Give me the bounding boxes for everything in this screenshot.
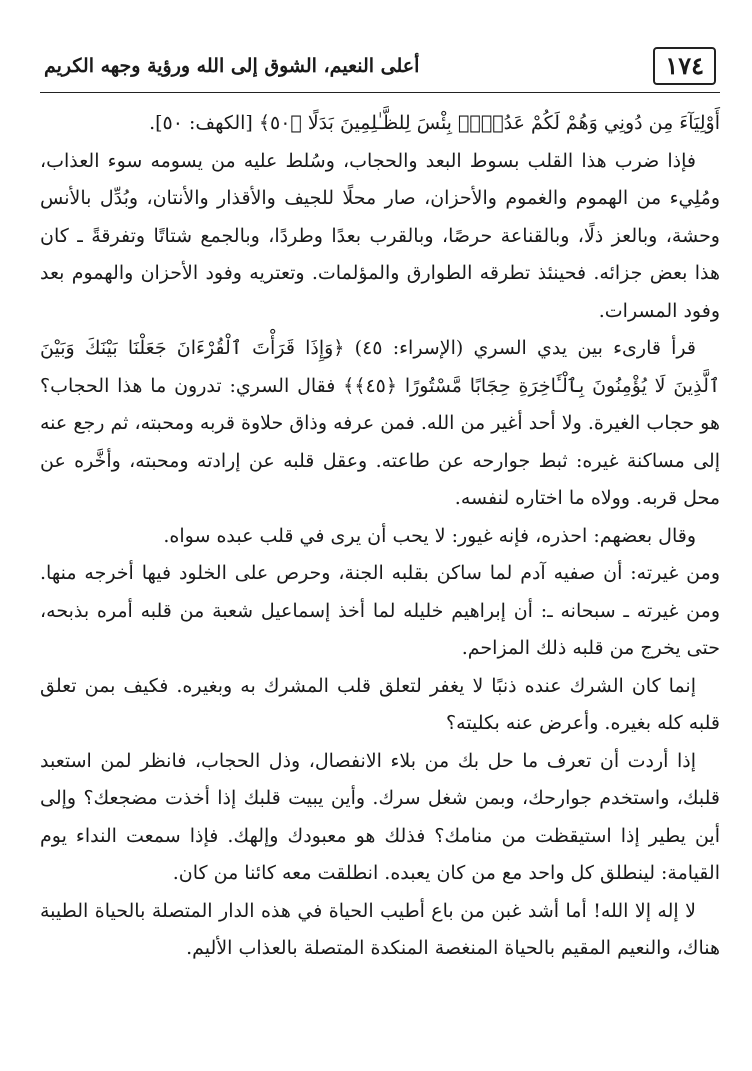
page-number: ١٧٤ bbox=[653, 47, 716, 85]
paragraph-adam-ibrahim: ومن غيرته: أن صفيه آدم لما ساكن بقلبه الجنة، وحرص على الخلود فيها أخرجه منها. ومن غيرته ـ سبحانه ـ: أن إبراهيم خليله لما أخذ إسماعيل شعبة من قلبه أمره بذبحه، حتى يخرج من قلبه ذلك المزاحم. bbox=[40, 562, 720, 659]
paragraph-verse-continuation: أَوْلِيَآءَ مِن دُونِي وَهُمْ لَكُمْ عَدُوٌّۢ بِئْسَ لِلظَّـٰلِمِينَ بَدَلًا ﴿٥٠﴾ [الكهف: ٥٠]. bbox=[149, 112, 720, 134]
paragraph-sari-recitation: قرأ قارىء بين يدي السري (الإسراء: ٤٥) ﴿وَإِذَا قَرَأْتَ ٱلْقُرْءَانَ جَعَلْنَا بَيْنَكَ وَبَيْنَ ٱلَّذِينَ لَا يُؤْمِنُونَ بِٱلْـَٔاخِرَةِ حِجَابًا مَّسْتُورًا ﴿٤٥﴾﴾ فقال السري: تدرون ما هذا الحجاب؟ هو حجاب الغيرة. ولا أحد أغير من الله. فمن عرفه وذاق حلاوة قربه ومحبته، ثم رجع عنه إلى مساكنة غيره: ثبط جوارحه عن طاعته. وعقل قلبه عن إرادته ومحبته، وأخَّره عن محل قربه. وولاه ما اختاره لنفسه. bbox=[40, 337, 720, 509]
page-header bbox=[40, 40, 720, 93]
book-page bbox=[40, 40, 720, 1040]
paragraph-jealousy-saying: وقال بعضهم: احذره، فإنه غيور: لا يحب أن يرى في قلب عبده سواه. bbox=[163, 524, 696, 547]
running-title: أعلى النعيم، الشوق إلى الله ورؤية وجهه الكريم bbox=[44, 55, 420, 77]
paragraph-heart-punishment: فإذا ضرب هذا القلب بسوط البعد والحجاب، وسُلط عليه من يسومه سوء العذاب، ومُلِيء من الهموم والغموم والأحزان، صار محلًا للجيف والأقذار والأنتان، وبُدِّل بالأنس وحشة، وبالعز ذلًا، وبالقناعة حرصًا، وبالقرب بعدًا وطردًا، وبالجمع شتاتًا وتفرقةً ـ كان هذا بعض جزائه. فحينئذ تطرقه الطوارق والمؤلمات. وتعتريه وفود الأحزان والهموم بعد وفود المسرات. bbox=[40, 149, 720, 322]
body-text bbox=[40, 105, 720, 968]
paragraph-shirk: إنما كان الشرك عنده ذنبًا لا يغفر لتعلق قلب المشرك به وبغيره. فكيف بمن تعلق قلبه كله بغيره. وأعرض عنه بكليته؟ bbox=[40, 674, 720, 734]
paragraph-separation: إذا أردت أن تعرف ما حل بك من بلاء الانفصال، وذل الحجاب، فانظر لمن استعبد قلبك، واستخدم جوارحك، وبمن شغل سرك. وأين يبيت قلبك إذا أخذت مضجعك؟ وإلى أين يطير إذا استيقظت من منامك؟ فذلك هو معبودك وإلهك. فإذا سمعت النداء يوم القيامة: لينطلق كل واحد مع من كان يعبده. انطلقت معه كائنا من كان. bbox=[40, 749, 720, 884]
paragraph-conclusion: لا إله إلا الله! أما أشد غبن من باع أطيب الحياة في هذه الدار المتصلة بالحياة الطيبة هناك، والنعيم المقيم بالحياة المنغصة المنكدة المتصلة بالعذاب الأليم. bbox=[40, 899, 720, 959]
